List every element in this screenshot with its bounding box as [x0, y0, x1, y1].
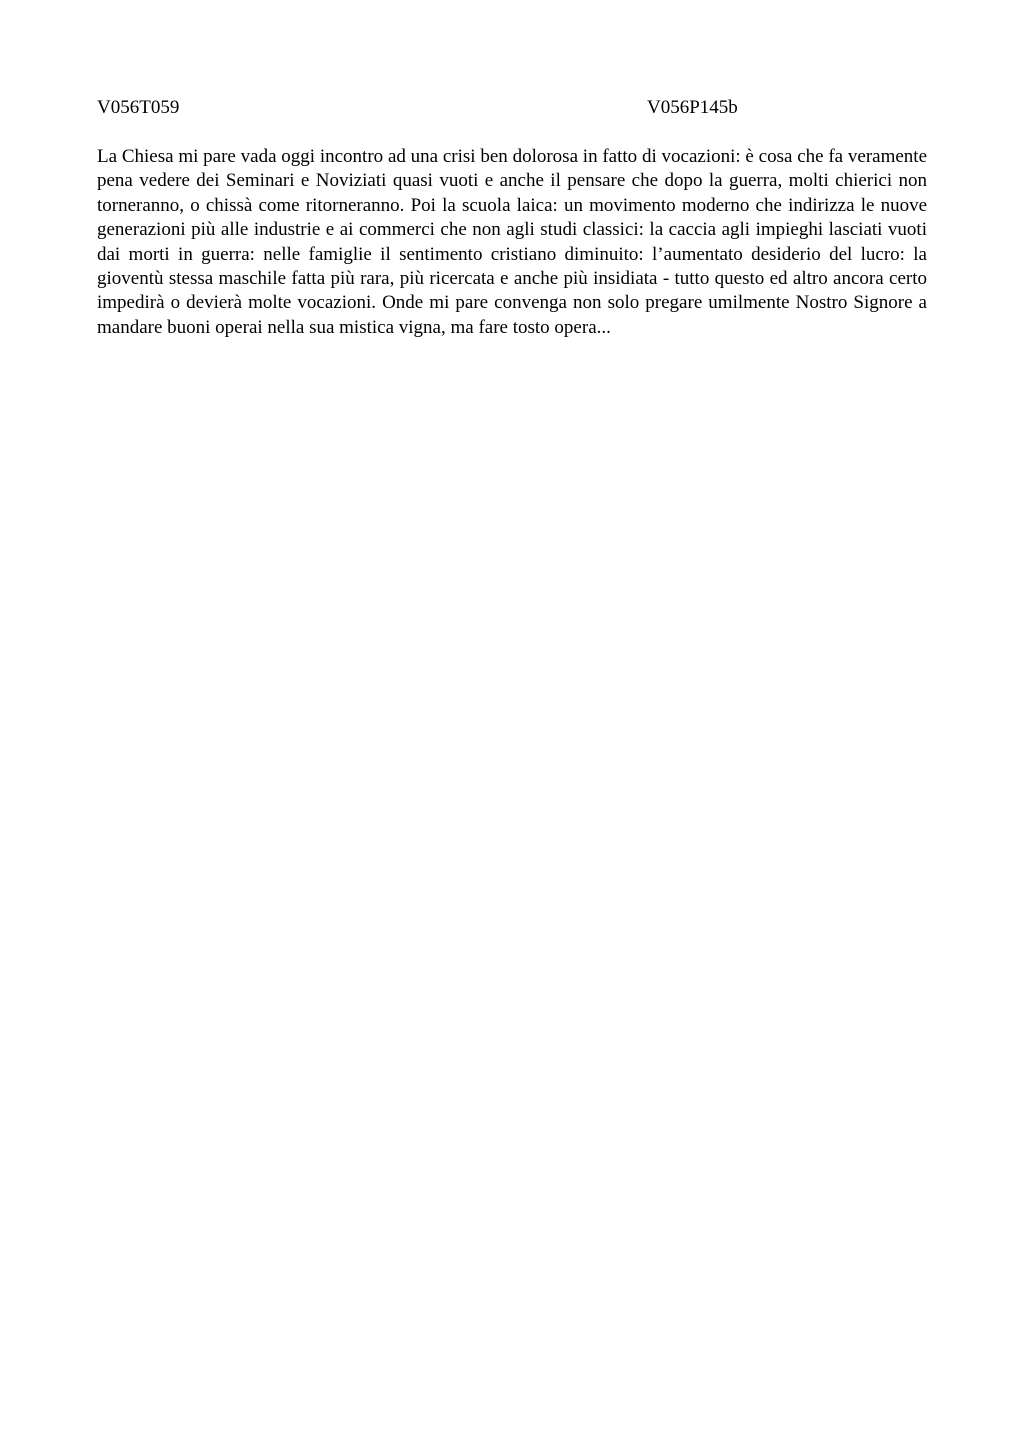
body-paragraph: La Chiesa mi pare vada oggi incontro ad una crisi ben dolorosa in fatto di vocazioni: è cosa che fa veramente pena vedere dei Seminari e Noviziati quasi vuoti e anche il pensare che dopo la guerra, molti chierici non torneranno, o chissà come ritorneranno. Poi la scuola laica: un movimento moderno che indirizza le nuove generazioni più alle industrie e ai commerci che non agli studi classici: la caccia agli impieghi lasciati vuoti dai morti in guerra: nelle famiglie il sentimento cristiano diminuito: l’aumentato desiderio del lucro: la gioventù stessa maschile fatta più rara, più ricercata e anche più insidiata - tutto questo ed altro ancora certo impedirà o devierà molte vocazioni. Onde mi pare convenga non solo pregare umilmente Nostro Signore a mandare buoni operai nella sua mistica vigna, ma fare tosto opera...	[97, 146, 927, 338]
document-code-right: V056P145b	[647, 97, 738, 118]
document-code-left: V056T059	[97, 97, 180, 118]
